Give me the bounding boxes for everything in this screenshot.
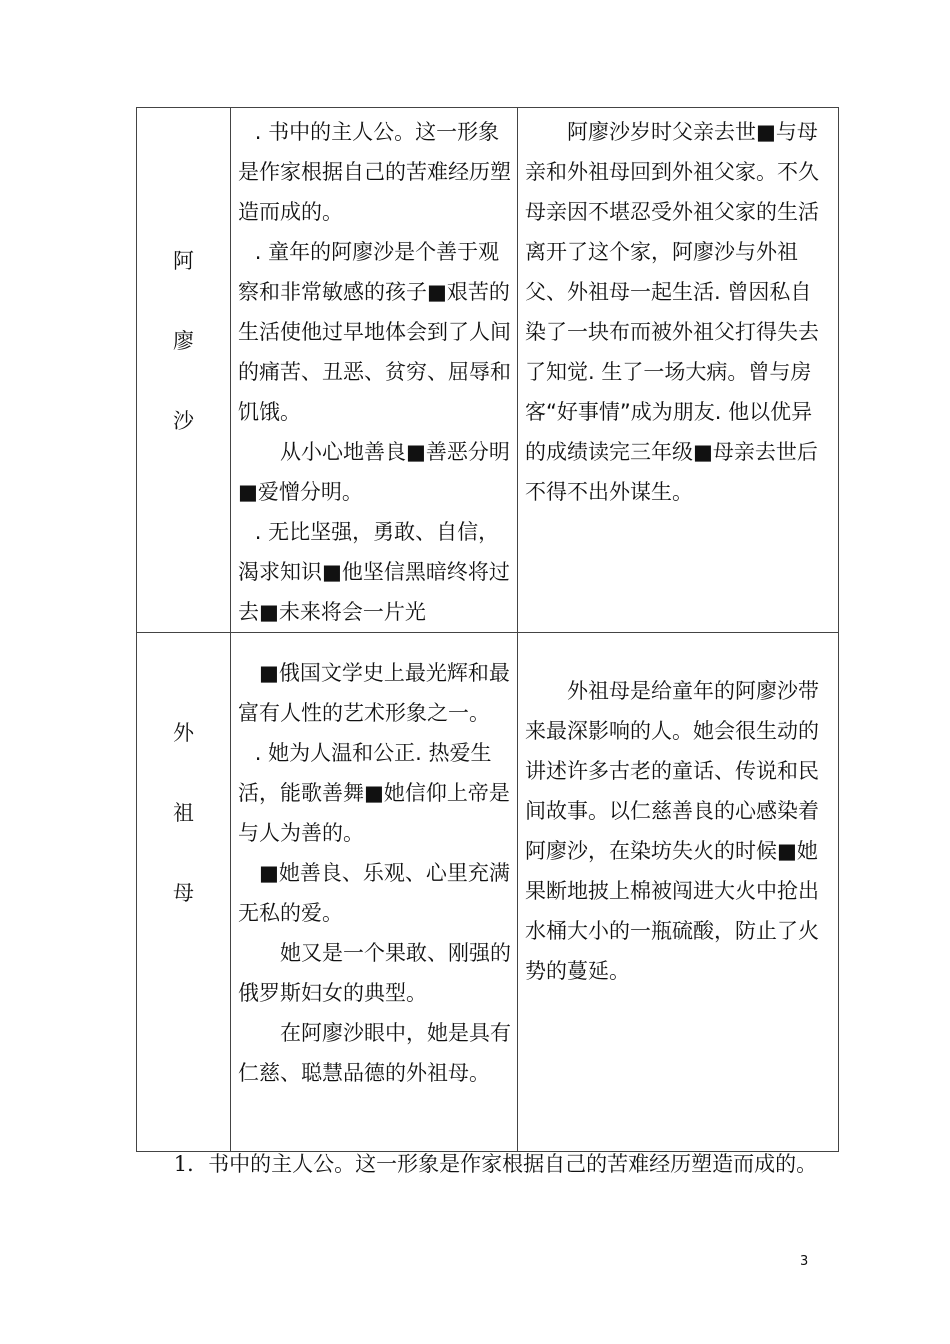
trait-paragraph: . 童年的阿廖沙是个善于观察和非常敏感的孩子■艰苦的生活使他过早地体会到了人间的痛苦、丑恶、贫穷、屈辱和饥饿。 [238, 240, 511, 424]
character-name-cell [137, 633, 231, 1152]
trait-paragraph: . 她为人温和公正. 热爱生活，能歌善舞■她信仰上帝是与人为善的。 [238, 741, 510, 845]
name-char: 外 [173, 721, 194, 745]
name-char: 祖 [173, 801, 194, 825]
name-char: 廖 [173, 329, 194, 353]
character-name-cell [137, 108, 231, 633]
traits-cell [231, 633, 518, 1152]
story-cell [518, 633, 839, 1152]
page-number: 3 [800, 1254, 809, 1269]
trait-paragraph: ■她善良、乐观、心里充满无私的爱。 [238, 861, 510, 925]
traits-cell [231, 108, 518, 633]
table-row-alyosha [137, 108, 839, 633]
story-cell [518, 108, 839, 633]
name-char: 阿 [173, 249, 194, 273]
story-paragraph: 阿廖沙岁时父亲去世■与母亲和外祖母回到外祖父家。不久母亲因不堪忍受外祖父家的生活离开了这个家，阿廖沙与外祖父、外祖母一起生活. 曾因私自染了一块布而被外祖父打得失去了知觉. 生了一场大病。曾与房客“好事情”成为朋友. 他以优异的成绩读完三年级■母亲去世后不得不出外谋生。 [525, 120, 819, 504]
trait-paragraph: . 无比坚强，勇敢、自信，渴求知识■他坚信黑暗终将过去■未来将会一片光 [238, 520, 510, 624]
character-table [136, 107, 839, 1152]
story-paragraph: 外祖母是给童年的阿廖沙带来最深影响的人。她会很生动的讲述许多古老的童话、传说和民间故事。以仁慈善良的心感染着阿廖沙，在染坊失火的时候■她果断地披上棉被闯进大火中抢出水桶大小的一瓶硫酸，防止了火势的蔓延。 [525, 679, 819, 983]
trait-paragraph: 在阿廖沙眼中，她是具有仁慈、聪慧品德的外祖母。 [238, 1021, 511, 1085]
trait-paragraph: ■俄国文学史上最光辉和最富有人性的艺术形象之一。 [238, 661, 510, 725]
table-row-grandmother [137, 633, 839, 1152]
body-paragraph: 1．书中的主人公。这一形象是作家根据自己的苦难经历塑造而成的。 [173, 1152, 818, 1176]
trait-paragraph: 她又是一个果敢、刚强的俄罗斯妇女的典型。 [238, 941, 511, 1005]
name-char: 母 [173, 881, 194, 905]
name-char: 沙 [173, 409, 194, 433]
trait-paragraph: . 书中的主人公。这一形象是作家根据自己的苦难经历塑造而成的。 [238, 120, 511, 224]
trait-paragraph: 从小心地善良■善恶分明■爱憎分明。 [238, 440, 510, 504]
